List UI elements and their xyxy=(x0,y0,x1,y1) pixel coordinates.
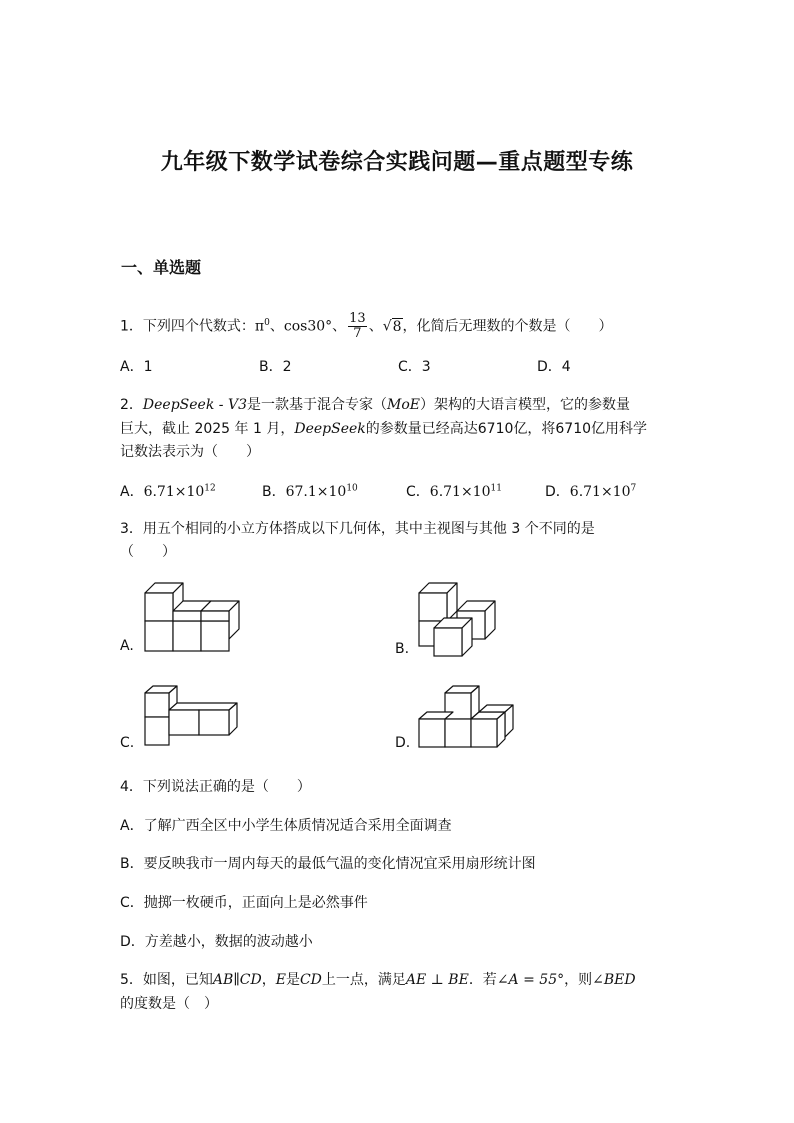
q2-text: 巨大，截止 2025 年 1 月， xyxy=(120,421,295,437)
question-5-line-2: 的度数是（ ） xyxy=(120,996,218,1012)
q2-text: 是一款基于混合专家（ xyxy=(246,397,387,413)
question-1 xyxy=(120,312,613,341)
q2-option-b xyxy=(262,481,358,501)
q1-option-d: D．4 xyxy=(537,359,571,375)
q5-text: 是 xyxy=(285,972,300,988)
q4-option-a: A．了解广西全区中小学生体质情况适合采用全面调查 xyxy=(120,818,452,834)
q1-sep: 、 xyxy=(368,318,383,335)
option-exponent: 10 xyxy=(346,483,358,494)
q5-text: ， xyxy=(261,972,276,988)
q2-lead: 2． xyxy=(120,397,143,413)
q2-model-name: DeepSeek xyxy=(294,421,366,437)
q1-sep: 、 xyxy=(332,318,347,335)
option-label: C． xyxy=(406,484,430,500)
question-2-line-2 xyxy=(120,418,647,441)
q5-text: 5．如图，已知 xyxy=(120,972,213,988)
q1-sqrt xyxy=(383,318,403,335)
q1-option-a: A．1 xyxy=(120,359,153,375)
option-exponent: 7 xyxy=(630,483,637,494)
question-5-line-1 xyxy=(120,969,636,992)
q1-option-b: B．2 xyxy=(259,359,292,375)
option-exponent: 11 xyxy=(490,483,502,494)
q1-fraction-denominator: 7 xyxy=(353,326,362,342)
option-value: 6.71×10 xyxy=(429,484,491,500)
q5-math: CD xyxy=(299,972,322,988)
question-3-line-1: 3．用五个相同的小立方体搭成以下几何体，其中主视图与其他 3 个不同的是 xyxy=(120,521,595,537)
q2-text: ）架构的大语言模型，它的参数量 xyxy=(419,397,630,413)
q1-option-c: C．3 xyxy=(398,359,431,375)
question-4-stem: 4．下列说法正确的是（ ） xyxy=(120,779,311,795)
q1-cos: cos30° xyxy=(283,318,333,335)
question-3-line-2: （ ） xyxy=(120,544,176,560)
option-exponent: 12 xyxy=(204,483,216,494)
q5-text: ，则 xyxy=(564,972,593,988)
figure-c-cubes xyxy=(140,683,250,753)
figure-a-cubes xyxy=(140,578,250,658)
q5-math: AE ⊥ BE xyxy=(405,972,469,988)
q2-option-a xyxy=(120,481,216,501)
figure-a-label: A. xyxy=(120,638,134,654)
figure-b-cubes xyxy=(414,580,514,660)
option-label: D． xyxy=(545,484,570,500)
question-2-line-3: 记数法表示为（ ） xyxy=(120,444,260,460)
q4-option-c: C．抛掷一枚硬币，正面向上是必然事件 xyxy=(120,895,368,911)
q1-fraction-numerator: 13 xyxy=(349,311,366,327)
figure-b-label: B. xyxy=(395,641,410,657)
q1-radicand: 8 xyxy=(392,318,402,335)
q1-pi-exponent: 0 xyxy=(264,318,270,328)
q5-math: AB∥CD xyxy=(212,972,262,988)
q2-moe: MoE xyxy=(386,397,420,413)
q1-sep: 、 xyxy=(269,318,284,335)
q2-option-d xyxy=(545,481,636,501)
q2-model-name: DeepSeek - V3 xyxy=(142,397,247,413)
q5-text: 上一点，满足 xyxy=(321,972,406,988)
q5-math: E xyxy=(275,972,286,988)
figure-c-label: C. xyxy=(120,735,135,751)
q2-option-c xyxy=(406,481,502,501)
question-2-line-1 xyxy=(120,394,630,417)
q5-math: ∠BED xyxy=(592,972,636,988)
page-title: 九年级下数学试卷综合实践问题—重点题型专练 xyxy=(160,150,634,175)
option-value: 67.1×10 xyxy=(285,484,347,500)
radical-sign: √ xyxy=(382,318,392,335)
q5-text: ．若 xyxy=(468,972,497,988)
section-heading: 一、单选题 xyxy=(121,258,202,277)
q2-text: 的参数量已经高达6710亿，将6710亿用科学 xyxy=(365,421,648,437)
q1-tail: ，化简后无理数的个数是（ ） xyxy=(402,318,613,335)
figure-d-label: D. xyxy=(395,735,411,751)
q1-pi: π xyxy=(254,318,265,335)
q1-fraction xyxy=(348,312,367,341)
option-value: 6.71×10 xyxy=(569,484,631,500)
option-label: A． xyxy=(120,484,144,500)
figure-d-cubes xyxy=(415,683,525,753)
q1-lead: 1．下列四个代数式： xyxy=(120,318,255,335)
option-label: B． xyxy=(262,484,286,500)
q5-math: ∠A = 55° xyxy=(496,972,565,988)
q4-option-d: D．方差越小，数据的波动越小 xyxy=(120,934,313,950)
q4-option-b: B．要反映我市一周内每天的最低气温的变化情况宜采用扇形统计图 xyxy=(120,856,536,872)
option-value: 6.71×10 xyxy=(143,484,205,500)
